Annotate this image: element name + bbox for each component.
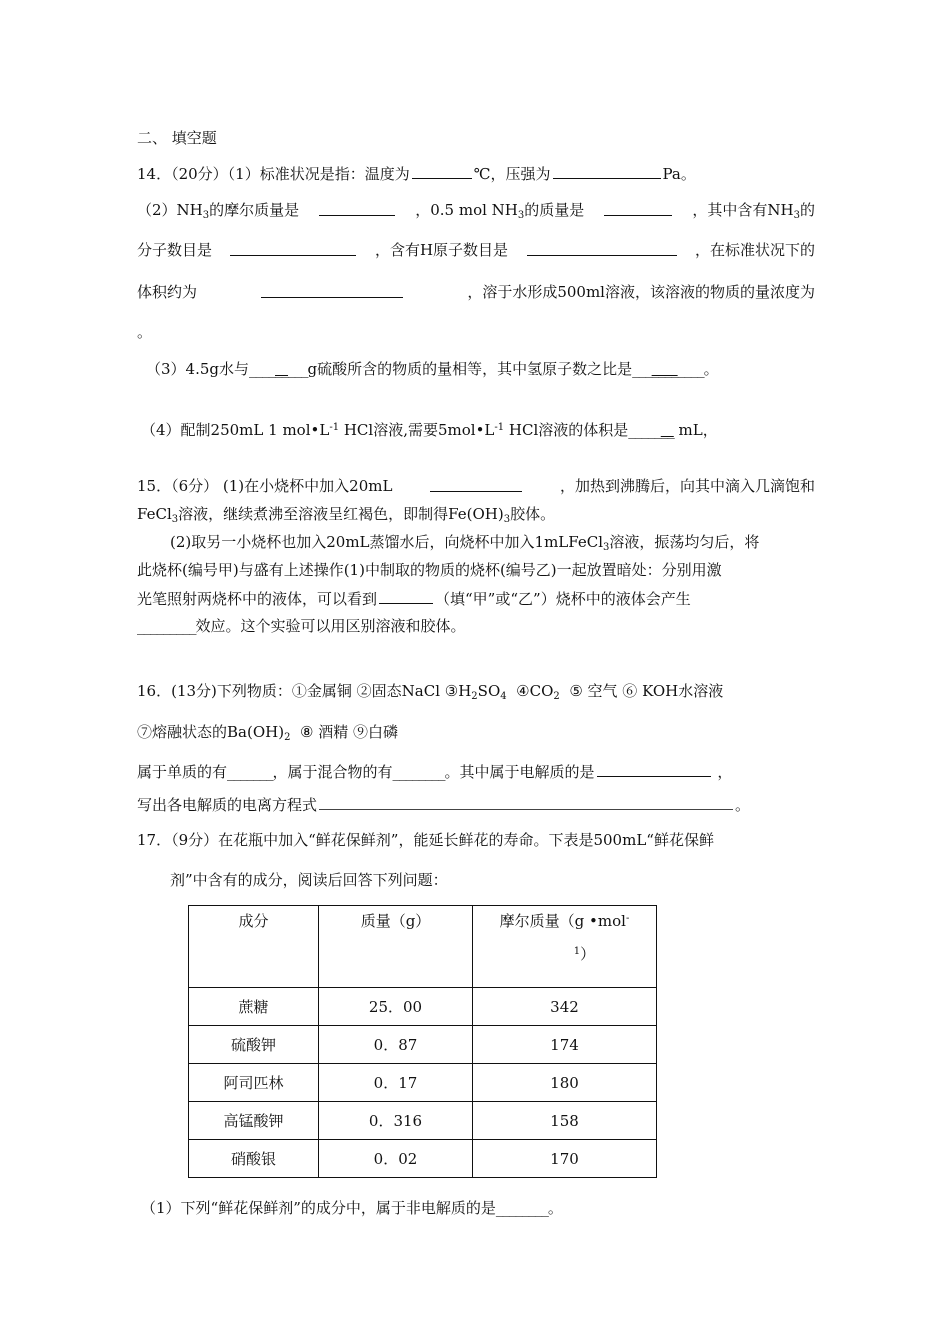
- answer-blank[interactable]: [412, 163, 472, 179]
- q16-line-3: 属于单质的有_______，属于混合物的有________。其中属于电解质的是 ，: [137, 763, 733, 781]
- answer-blank[interactable]: [230, 240, 356, 256]
- q15-line-4: 此烧杯(编号甲)与盛有上述操作(1)中制取的物质的烧杯(编号乙)一起放置暗处：分别用激: [137, 561, 722, 579]
- table-row: 蔗糖 25．00 342: [189, 988, 657, 1026]
- answer-blank[interactable]: [430, 476, 522, 492]
- q17-line-2: 剂”中含有的成分，阅读后回答下列问题：: [170, 871, 448, 889]
- answer-blank[interactable]: _________: [137, 617, 196, 635]
- q14-line-1: [137, 163, 696, 184]
- answer-blank[interactable]: [261, 282, 403, 298]
- table-row: 高锰酸钾 0．316 158: [189, 1102, 657, 1140]
- q16-line-1: 16．(13分)下列物质：①金属铜 ②固态NaCl $③H_2SO_4$ $④CO_2$ ⑤ 空气 ⑥ KOH水溶液: [137, 682, 724, 702]
- q14-line-7: （4）配制250mL 1 $mol•L^{-1}$ HCl溶液,需要$5mol•L^{-1}$ HCl溶液的体积是_______ mL，: [141, 421, 718, 439]
- answer-blank[interactable]: ________: [392, 763, 445, 781]
- q15-line-5: 光笔照射两烧杯中的液体，可以看到 （填“甲”或“乙”）烧杯中的液体会产生: [137, 590, 691, 608]
- table-row: 硫酸钾 0．87 174: [189, 1026, 657, 1064]
- answer-blank[interactable]: _______: [227, 763, 273, 781]
- q14-line-6: （3）4.5g水与_________g硫酸所含的物质的量相等，其中氢原子数之比是___________。: [146, 360, 719, 378]
- q14-line-5: 。: [137, 323, 153, 341]
- table-header-cell: 成分: [189, 906, 319, 988]
- composition-table: [188, 905, 657, 1178]
- answer-blank[interactable]: [604, 200, 672, 216]
- q17-line-3: （1）下列“鲜花保鲜剂”的成分中，属于非电解质的是________。: [141, 1199, 563, 1217]
- answer-blank[interactable]: _________: [249, 360, 308, 378]
- table-header-cell: 质量（g）: [319, 906, 473, 988]
- q14-text: Pa。: [662, 165, 696, 183]
- answer-blank[interactable]: ___________: [632, 360, 704, 378]
- answer-blank[interactable]: [527, 240, 677, 256]
- q16-line-4: 写出各电解质的电离方程式 。: [137, 796, 751, 814]
- answer-blank[interactable]: [597, 761, 711, 777]
- q15-line-3: (2)取另一小烧杯也加入20mL蒸馏水后，向烧杯中加入1mLFeCl$_3$溶液，振荡均匀后，将: [170, 533, 760, 553]
- q14-line-4: 体积约为 ，溶于水形成500ml溶液，该溶液的物质的量浓度为: [137, 283, 815, 301]
- answer-blank[interactable]: ________: [495, 1199, 548, 1217]
- answer-blank[interactable]: [319, 200, 395, 216]
- q14-line-3: 分子数目是 ，含有H原子数目是 ，在标准状况下的: [137, 241, 815, 259]
- q14-line-2: $(2)NH_3$的摩尔质量是 ，0.5 mol $NH_3$的质量是 ，其中含有$NH_3$的: [137, 201, 815, 221]
- table-header-row: [189, 906, 657, 988]
- q14-text: 14．（20分）（1）标准状况是指：温度为: [137, 165, 410, 183]
- answer-blank[interactable]: _______: [628, 421, 674, 439]
- q14-text: ℃，压强为: [473, 165, 551, 183]
- answer-blank[interactable]: [553, 163, 661, 179]
- q16-line-2: ⑦熔融状态的$Ba(OH)_2$ ⑧ 酒精 ⑨白磷: [137, 723, 398, 743]
- answer-blank[interactable]: [319, 794, 733, 810]
- answer-blank[interactable]: [379, 588, 433, 604]
- q15-line-6: _________效应。这个实验可以用区别溶液和胶体。: [137, 617, 466, 635]
- q15-line-2: FeCl$_3$溶液，继续煮沸至溶液呈红褐色，即制得$Fe(OH)_3$胶体。: [137, 505, 556, 525]
- table-row: 阿司匹林 0．17 180: [189, 1064, 657, 1102]
- table-header-cell: 摩尔质量（g •mol- $^1$）: [473, 906, 657, 988]
- q17-line-1: 17．（9分）在花瓶中加入“鲜花保鲜剂”，能延长鲜花的寿命。下表是500mL“鲜花保鲜: [137, 831, 714, 849]
- section-title: 二、 填空题: [137, 129, 217, 147]
- table-row: 硝酸银 0．02 170: [189, 1140, 657, 1178]
- q15-line-1: 15．（6分） (1)在小烧杯中加入20mL ，加热到沸腾后，向其中滴入几滴饱和: [137, 477, 815, 495]
